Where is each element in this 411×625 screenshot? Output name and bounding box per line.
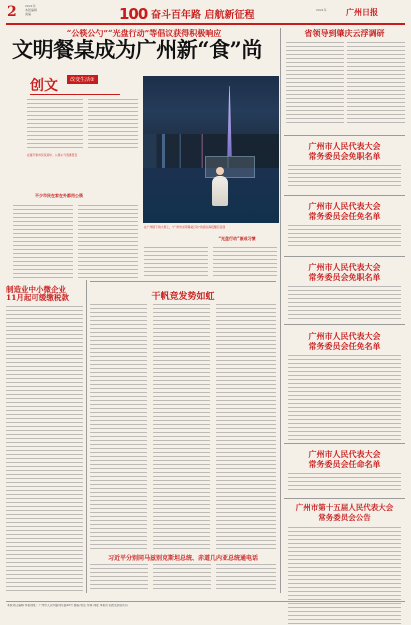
notice-title-5: 广州市人民代表大会 [308,449,381,459]
notice-title-4: 广州市人民代表大会 [308,331,381,341]
notice-title-3: 广州市人民代表大会 [308,262,381,272]
lead-story [6,28,279,278]
right-sep-3 [284,256,405,257]
right-column [284,28,405,613]
brand-logo: 广州日报 [346,7,378,17]
lead-body-col-2 [88,99,138,149]
subhead-1: 不少市民在家在外都用公筷 [35,193,83,198]
campaign-logo: 100 [119,5,148,23]
column-tag [30,75,120,95]
lower-left-story [6,286,83,598]
screen-banner [205,156,255,178]
bottom-body-1 [90,564,148,592]
middle-body-1 [90,304,147,551]
lower-left-headline-2: 11月起可缓缴税款 [6,293,69,302]
right-top-body-2 [347,42,405,126]
lead-photo-main [143,76,279,223]
middle-section [90,289,276,554]
middle-title: 干帆竞发势如虹 [151,292,215,302]
photo-caption-left: 在餐厅和市民家庭中，公筷公勺逐渐普及 [27,153,78,157]
bottom-story [90,555,276,593]
vertical-divider-left [86,280,87,593]
notice-block-2 [284,201,405,221]
notice-body-1 [288,165,401,189]
photo-caption-right: 在广州塔下的大屏上，“广州市文明餐桌行动”的倡议海报醒目呈现 [144,225,226,229]
masthead-meta: 2021年 本版编辑 美编 [25,4,38,16]
footer-rule [6,601,405,602]
lower-left-body [6,306,83,593]
notice-subtitle-4: 常务委员会任免名单 [308,341,381,351]
notice-title-1: 广州市人民代表大会 [308,141,381,151]
lead-body-col-6 [213,247,277,278]
campaign-title: 奋斗百年路 启航新征程 [151,10,255,21]
masthead-rule [6,23,405,25]
lower-left-headline: 制造业中小微企业 [6,285,66,294]
notice-subtitle-5: 常务委员会任命名单 [308,459,381,469]
masthead [0,0,411,24]
lead-kicker: “公筷公勺”“光盘行动”等倡议获得积极响应 [66,28,222,38]
right-sep-6 [284,498,405,499]
notice-block-5 [284,449,405,469]
bottom-body-3 [216,564,276,592]
notice-body-2 [288,225,401,249]
right-top-body-1 [286,42,344,126]
bottom-body-2 [153,564,211,592]
notice-body-6 [288,527,401,625]
column-tag-label: 创文 [30,78,58,94]
notice-body-3 [288,286,401,321]
notice-block-4 [284,331,405,351]
notice-subtitle-6: 常务委员会公告 [318,513,371,522]
right-sep-4 [284,324,405,325]
lead-headline: 文明餐桌成为广州新“食”尚 [12,37,262,62]
tower-icon [227,86,232,156]
notice-subtitle-2: 常务委员会任免名单 [308,211,381,221]
notice-title-6: 广州市第十五届人民代表大会 [295,503,394,512]
masthead-date: 2021年 [316,8,327,12]
mid-top-rule [90,281,276,282]
notice-subtitle-3: 常务委员会免职名单 [308,272,381,282]
notice-title-2: 广州市人民代表大会 [308,201,381,211]
subhead-2: “光盘行动”渐成习惯 [218,236,256,241]
footer-text: 本版责任编辑 本报地址：广州市人民中路同乐路10号 邮编 电话 传真 网址 本报所有图文版权所有 [7,604,128,607]
lead-body-col-5 [144,247,208,278]
middle-body-3 [216,304,276,551]
notice-subtitle-1: 常务委员会免职名单 [308,151,381,161]
lead-body-col-3 [13,205,73,278]
right-sep-2 [284,195,405,196]
middle-body-2 [153,304,210,551]
notice-block-3 [284,262,405,282]
notice-block-6 [284,503,405,523]
right-sep-1 [284,135,405,136]
right-top-title: 省领导到肇庆云浮调研 [304,28,385,38]
right-sep-5 [284,443,405,444]
lead-body-col-1 [27,99,83,149]
notice-body-5 [288,473,401,493]
bottom-headline: 习近平分别同马兹别克斯坦总统、赤道几内亚总统通电话 [107,555,258,562]
column-name: 改变生活② [67,75,97,84]
lead-body-col-4 [78,205,138,278]
notice-block-1 [284,141,405,161]
notice-body-4 [288,355,401,441]
page-number: 2 [7,4,17,20]
vertical-divider-right [280,28,281,593]
